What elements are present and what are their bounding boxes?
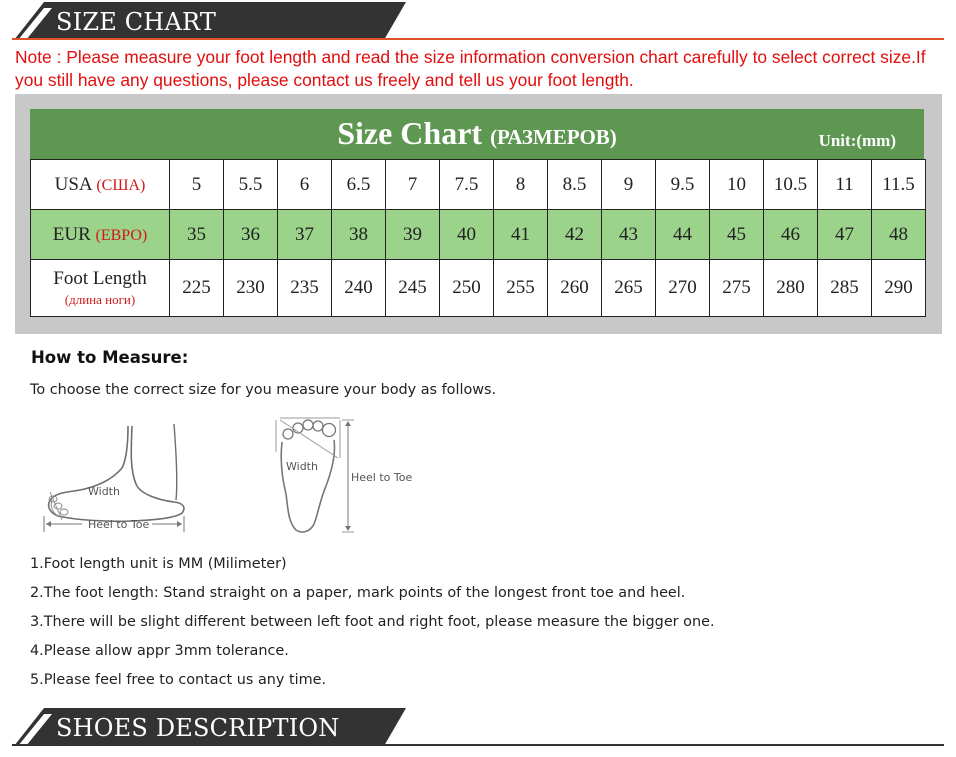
eur-label-en: EUR bbox=[52, 223, 91, 245]
eur-row bbox=[31, 210, 926, 260]
size-chart-title: SIZE CHART bbox=[56, 8, 217, 36]
size-chart-banner bbox=[0, 0, 956, 46]
usa-label-ru: (США) bbox=[96, 176, 146, 194]
how-to-measure-intro: To choose the correct size for you measure your body as follows. bbox=[30, 382, 497, 398]
usa-size-cell: 7.5 bbox=[440, 160, 494, 210]
usa-label-en: USA bbox=[54, 173, 92, 195]
size-chart-heading-main: Size Chart bbox=[337, 115, 483, 151]
side-width-label: Width bbox=[88, 485, 120, 498]
foot-length-row bbox=[31, 260, 926, 317]
shoes-description-title: SHOES DESCRIPTION bbox=[56, 714, 340, 742]
size-chart-heading bbox=[30, 115, 924, 152]
foot-length-cell: 225 bbox=[170, 260, 224, 317]
usa-size-cell: 11 bbox=[818, 160, 872, 210]
eur-size-cell: 47 bbox=[818, 210, 872, 260]
eur-size-cell: 41 bbox=[494, 210, 548, 260]
foot-top-view-diagram bbox=[270, 414, 420, 536]
foot-length-label-ru: (длина ноги) bbox=[64, 292, 136, 307]
usa-size-cell: 6.5 bbox=[332, 160, 386, 210]
how-to-measure-heading: How to Measure: bbox=[31, 348, 189, 367]
foot-length-cell: 240 bbox=[332, 260, 386, 317]
eur-label bbox=[31, 210, 170, 260]
foot-length-cell: 275 bbox=[710, 260, 764, 317]
measure-step: 4.Please allow appr 3mm tolerance. bbox=[30, 643, 289, 659]
foot-length-cell: 235 bbox=[278, 260, 332, 317]
eur-size-cell: 40 bbox=[440, 210, 494, 260]
measure-step: 5.Please feel free to contact us any time. bbox=[30, 672, 327, 688]
size-chart-heading-sub: (РАЗМЕРОВ) bbox=[490, 125, 617, 149]
usa-size-cell: 9.5 bbox=[656, 160, 710, 210]
foot-length-cell: 245 bbox=[386, 260, 440, 317]
measure-step: 3.There will be slight different between left foot and right foot, please measure the bigger one. bbox=[30, 614, 715, 630]
usa-size-cell: 7 bbox=[386, 160, 440, 210]
eur-size-cell: 39 bbox=[386, 210, 440, 260]
usa-size-cell: 5 bbox=[170, 160, 224, 210]
usa-size-cell: 5.5 bbox=[224, 160, 278, 210]
usa-size-cell: 6 bbox=[278, 160, 332, 210]
foot-length-label bbox=[31, 260, 170, 317]
banner-rule bbox=[12, 38, 944, 40]
foot-length-label-en: Foot Length bbox=[53, 268, 147, 289]
note-text: Note : Please measure your foot length and read the size information conversion chart carefully to select correct size.If you still have any questions, please contact us freely and tell us your foot length. bbox=[15, 47, 926, 90]
eur-size-cell: 38 bbox=[332, 210, 386, 260]
size-chart-unit: Unit:(mm) bbox=[818, 131, 896, 150]
usa-label bbox=[31, 160, 170, 210]
side-length-label: Heel to Toe bbox=[88, 518, 150, 531]
top-length-label: Heel to Toe bbox=[351, 471, 413, 484]
eur-size-cell: 46 bbox=[764, 210, 818, 260]
foot-length-cell: 260 bbox=[548, 260, 602, 317]
usa-row bbox=[31, 160, 926, 210]
foot-length-cell: 270 bbox=[656, 260, 710, 317]
eur-size-cell: 44 bbox=[656, 210, 710, 260]
banner-rule bbox=[12, 744, 944, 746]
usa-size-cell: 8 bbox=[494, 160, 548, 210]
eur-size-cell: 43 bbox=[602, 210, 656, 260]
foot-length-cell: 250 bbox=[440, 260, 494, 317]
shoes-description-banner bbox=[0, 704, 956, 750]
eur-size-cell: 45 bbox=[710, 210, 764, 260]
eur-size-cell: 42 bbox=[548, 210, 602, 260]
measure-step: 2.The foot length: Stand straight on a paper, mark points of the longest front toe and heel. bbox=[30, 585, 686, 601]
eur-label-ru: (ЕВРО) bbox=[95, 226, 148, 244]
measure-step: 1.Foot length unit is MM (Milimeter) bbox=[30, 556, 287, 572]
eur-size-cell: 37 bbox=[278, 210, 332, 260]
eur-size-cell: 35 bbox=[170, 210, 224, 260]
size-table bbox=[30, 159, 926, 317]
foot-length-cell: 285 bbox=[818, 260, 872, 317]
usa-size-cell: 8.5 bbox=[548, 160, 602, 210]
foot-length-cell: 280 bbox=[764, 260, 818, 317]
foot-length-cell: 230 bbox=[224, 260, 278, 317]
foot-length-cell: 255 bbox=[494, 260, 548, 317]
measure-steps-list bbox=[30, 552, 715, 697]
eur-size-cell: 48 bbox=[872, 210, 926, 260]
foot-length-cell: 290 bbox=[872, 260, 926, 317]
eur-size-cell: 36 bbox=[224, 210, 278, 260]
usa-size-cell: 10 bbox=[710, 160, 764, 210]
top-width-label: Width bbox=[286, 460, 318, 473]
foot-side-view-diagram bbox=[36, 420, 196, 538]
usa-size-cell: 9 bbox=[602, 160, 656, 210]
size-chart-header bbox=[30, 109, 924, 159]
usa-size-cell: 11.5 bbox=[872, 160, 926, 210]
foot-length-cell: 265 bbox=[602, 260, 656, 317]
usa-size-cell: 10.5 bbox=[764, 160, 818, 210]
